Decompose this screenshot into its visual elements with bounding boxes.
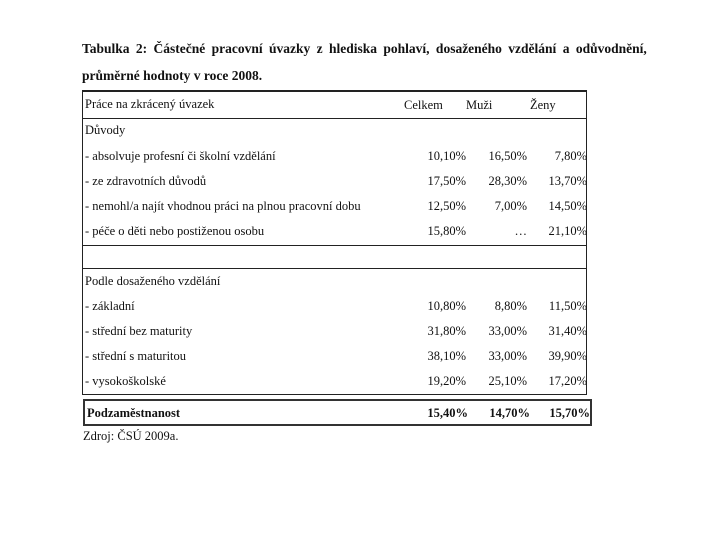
value-celkem: 38,10% — [427, 349, 466, 363]
table-row — [83, 294, 586, 319]
header-zeny: Ženy — [530, 98, 556, 112]
table-row — [83, 344, 586, 369]
divider — [83, 245, 586, 246]
row-label: - absolvuje profesní či školní vzdělání — [85, 149, 276, 163]
value-muzi: 16,50% — [488, 149, 527, 163]
header-row — [83, 92, 586, 117]
section-title-row — [83, 118, 586, 143]
value-zeny: 39,90% — [548, 349, 587, 363]
value-zeny: 17,20% — [548, 374, 587, 388]
value-muzi: … — [514, 224, 527, 238]
value-zeny: 11,50% — [548, 299, 587, 313]
data-table — [82, 90, 587, 395]
table-row — [83, 369, 586, 394]
section-title-row — [83, 269, 586, 294]
value-celkem: 12,50% — [427, 199, 466, 213]
value-muzi: 8,80% — [494, 299, 527, 313]
section-title: Důvody — [85, 123, 126, 137]
row-label: - vysokoškolské — [85, 374, 166, 388]
value-celkem: 10,80% — [427, 299, 466, 313]
summary-row — [83, 399, 592, 426]
value-zeny: 14,50% — [548, 199, 587, 213]
row-label: - střední bez maturity — [85, 324, 193, 338]
value-zeny: 7,80% — [554, 149, 587, 163]
value-celkem: 31,80% — [427, 324, 466, 338]
value-celkem: 17,50% — [427, 174, 466, 188]
value-muzi: 28,30% — [488, 174, 527, 188]
row-label: - nemohl/a najít vhodnou práci na plnou pracovní dobu — [85, 199, 361, 213]
row-label: - střední s maturitou — [85, 349, 187, 363]
value-zeny: 31,40% — [548, 324, 587, 338]
value-celkem: 19,20% — [427, 374, 466, 388]
summary-zeny: 15,70% — [549, 406, 590, 420]
header-label: Práce na zkrácený úvazek — [85, 97, 215, 111]
value-muzi: 25,10% — [488, 374, 527, 388]
section-title: Podle dosaženého vzdělání — [85, 274, 221, 288]
source-note: Zdroj: ČSÚ 2009a. — [83, 429, 179, 443]
header-celkem: Celkem — [404, 98, 443, 112]
value-celkem: 15,80% — [427, 224, 466, 238]
value-muzi: 33,00% — [488, 349, 527, 363]
value-celkem: 10,10% — [427, 149, 466, 163]
summary-muzi: 14,70% — [489, 406, 530, 420]
table-caption-line-1: Tabulka 2: Částečné pracovní úvazky z hlediska pohlaví, dosaženého vzdělání a odůvodnění, — [82, 41, 647, 56]
table-caption-line-2: průměrné hodnoty v roce 2008. — [82, 68, 263, 83]
table-row — [83, 319, 586, 344]
table-row — [83, 194, 586, 219]
row-label: - ze zdravotních důvodů — [85, 174, 207, 188]
header-muzi: Muži — [466, 98, 493, 112]
summary-celkem: 15,40% — [427, 406, 468, 420]
value-muzi: 33,00% — [488, 324, 527, 338]
value-zeny: 21,10% — [548, 224, 587, 238]
table-row — [83, 144, 586, 169]
value-muzi: 7,00% — [494, 199, 527, 213]
table-row — [83, 219, 586, 244]
row-label: - základní — [85, 299, 135, 313]
row-label: - péče o děti nebo postiženou osobu — [85, 224, 265, 238]
table-row — [83, 169, 586, 194]
summary-label: Podzaměstnanost — [87, 406, 181, 420]
value-zeny: 13,70% — [548, 174, 587, 188]
